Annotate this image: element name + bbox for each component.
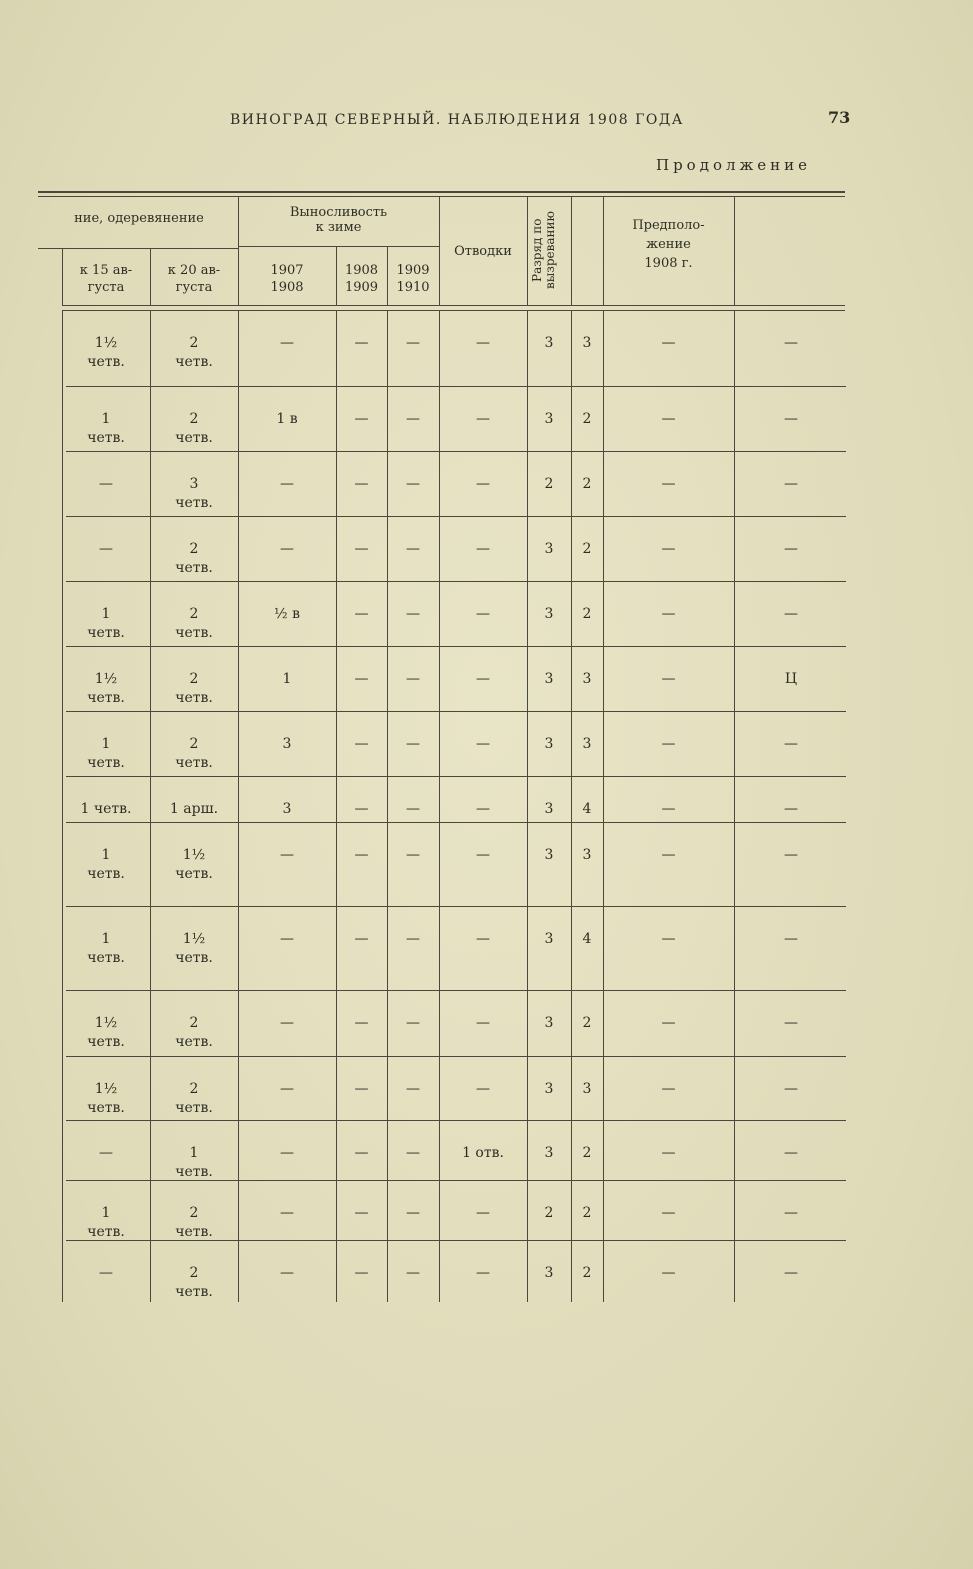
- cell-layers: —: [476, 606, 490, 622]
- rule-horizontal: [238, 246, 439, 247]
- cell-forecast: —: [661, 335, 676, 351]
- cell-forecast: —: [661, 541, 676, 557]
- rule-vertical: [238, 310, 239, 1302]
- rule-horizontal: [66, 581, 846, 582]
- cell-layers: —: [476, 1015, 490, 1031]
- cell-w1908: —: [354, 476, 369, 492]
- column-winter-1907: 1907 1908: [270, 263, 304, 295]
- cell-rank: 3: [544, 1081, 554, 1097]
- cell-mark: —: [784, 541, 798, 557]
- rule-horizontal: [38, 191, 845, 193]
- cell-w1909: —: [406, 606, 420, 622]
- cell-rank2: 2: [582, 1015, 592, 1031]
- rule-horizontal: [66, 646, 846, 647]
- cell-w1908: —: [354, 847, 369, 863]
- cell-aug15: —: [99, 1145, 113, 1161]
- cell-layers: —: [476, 476, 490, 492]
- cell-rank: 3: [544, 1265, 554, 1281]
- cell-w1909: —: [406, 411, 420, 427]
- rule-horizontal: [66, 822, 846, 823]
- cell-rank2: 3: [582, 335, 592, 351]
- cell-rank: 3: [544, 541, 554, 557]
- cell-mark: —: [784, 1265, 798, 1281]
- cell-aug15: 1 четв.: [87, 931, 125, 966]
- cell-w1909: —: [406, 847, 420, 863]
- cell-w1907: —: [280, 1145, 294, 1161]
- column-winter-1908: 1908 1909: [344, 263, 379, 295]
- cell-w1908: —: [354, 335, 369, 351]
- rule-vertical: [62, 310, 63, 1302]
- cell-rank2: 2: [582, 606, 592, 622]
- rule-vertical: [603, 310, 604, 1302]
- cell-mark: —: [784, 736, 798, 752]
- cell-aug20: 2 четв.: [175, 671, 213, 706]
- cell-w1908: —: [354, 1205, 369, 1221]
- cell-w1908: —: [354, 931, 369, 947]
- cell-aug15: 1 четв.: [80, 801, 132, 817]
- cell-rank: 2: [544, 1205, 554, 1221]
- cell-layers: 1 отв.: [462, 1145, 504, 1161]
- cell-rank: 3: [544, 736, 554, 752]
- cell-aug20: 2 четв.: [175, 541, 213, 576]
- running-header: ВИНОГРАД СЕВЕРНЫЙ. НАБЛЮДЕНИЯ 1908 ГОДА: [230, 112, 684, 128]
- cell-aug15: 1 четв.: [87, 847, 125, 882]
- cell-aug15: 1½ четв.: [87, 671, 125, 706]
- rule-horizontal: [66, 1180, 846, 1181]
- cell-rank: 3: [544, 801, 554, 817]
- cell-w1909: —: [406, 1145, 420, 1161]
- rule-horizontal: [66, 776, 846, 777]
- cell-rank2: 3: [582, 671, 592, 687]
- cell-w1908: —: [354, 736, 369, 752]
- cell-mark: —: [784, 1015, 798, 1031]
- column-rank: Разряд по вызреванию: [530, 211, 557, 289]
- cell-layers: —: [476, 1205, 490, 1221]
- rule-horizontal: [66, 1056, 846, 1057]
- cell-w1908: —: [354, 671, 369, 687]
- cell-rank2: 2: [582, 1145, 592, 1161]
- cell-w1909: —: [406, 1265, 420, 1281]
- cell-w1907: —: [280, 931, 294, 947]
- cell-rank: 3: [544, 671, 554, 687]
- cell-mark: —: [784, 931, 798, 947]
- column-aug15: к 15 ав- густа: [79, 263, 133, 295]
- cell-rank2: 4: [582, 801, 592, 817]
- cell-w1909: —: [406, 671, 420, 687]
- cell-aug15: 1 четв.: [87, 411, 125, 446]
- cell-rank2: 3: [582, 1081, 592, 1097]
- cell-layers: —: [476, 801, 490, 817]
- cell-aug15: —: [99, 541, 113, 557]
- cell-aug15: —: [99, 1265, 113, 1281]
- cell-forecast: —: [661, 671, 676, 687]
- cell-aug20: 2 четв.: [175, 1265, 213, 1300]
- rule-vertical: [336, 310, 337, 1302]
- cell-aug20: 2 четв.: [175, 411, 213, 446]
- cell-w1907: 1 в: [276, 411, 298, 427]
- cell-w1907: —: [280, 541, 294, 557]
- cell-rank: 3: [544, 931, 554, 947]
- page-number: 73: [828, 108, 851, 127]
- column-group-hardiness: Выносливость к зиме: [289, 205, 388, 235]
- rule-horizontal: [66, 1240, 846, 1241]
- cell-forecast: —: [661, 476, 676, 492]
- rule-vertical: [527, 310, 528, 1302]
- cell-layers: —: [476, 1265, 490, 1281]
- cell-layers: —: [476, 847, 490, 863]
- cell-w1909: —: [406, 1205, 420, 1221]
- cell-w1909: —: [406, 1081, 420, 1097]
- cell-forecast: —: [661, 1015, 676, 1031]
- cell-forecast: —: [661, 736, 676, 752]
- column-winter-1909: 1909 1910: [396, 263, 430, 295]
- cell-rank2: 2: [582, 1265, 592, 1281]
- rule-horizontal: [38, 196, 845, 197]
- cell-rank: 3: [544, 847, 554, 863]
- cell-forecast: —: [661, 1081, 676, 1097]
- rule-horizontal: [66, 711, 846, 712]
- cell-mark: —: [784, 801, 798, 817]
- cell-w1908: —: [354, 541, 369, 557]
- cell-w1907: 3: [282, 801, 292, 817]
- cell-forecast: —: [661, 1205, 676, 1221]
- cell-w1908: —: [354, 1015, 369, 1031]
- column-layers: Отводки: [454, 244, 512, 259]
- cell-w1909: —: [406, 541, 420, 557]
- cell-forecast: —: [661, 931, 676, 947]
- cell-w1909: —: [406, 801, 420, 817]
- cell-mark: —: [784, 1205, 798, 1221]
- cell-aug20: 3 четв.: [175, 476, 213, 511]
- rule-vertical: [734, 196, 735, 305]
- continuation-label: Продолжение: [656, 156, 812, 174]
- cell-aug15: 1 четв.: [87, 606, 125, 641]
- cell-aug15: 1 четв.: [87, 1205, 125, 1240]
- cell-layers: —: [476, 411, 490, 427]
- cell-w1909: —: [406, 476, 420, 492]
- column-group-ripening: ние, одеревянение: [74, 211, 204, 226]
- cell-forecast: —: [661, 1145, 676, 1161]
- cell-aug20: 1½ четв.: [175, 847, 213, 882]
- cell-w1908: —: [354, 1145, 369, 1161]
- cell-w1908: —: [354, 801, 369, 817]
- rule-horizontal: [66, 516, 846, 517]
- rule-vertical: [734, 310, 735, 1302]
- cell-w1907: —: [280, 847, 294, 863]
- cell-w1907: —: [280, 1081, 294, 1097]
- cell-rank: 3: [544, 1145, 554, 1161]
- cell-w1907: 1: [282, 671, 292, 687]
- cell-forecast: —: [661, 606, 676, 622]
- column-forecast: Предполо- жение 1908 г.: [632, 218, 705, 271]
- cell-aug15: 1½ четв.: [87, 335, 125, 370]
- rule-horizontal: [66, 1120, 846, 1121]
- cell-forecast: —: [661, 847, 676, 863]
- rule-vertical: [571, 310, 572, 1302]
- rule-horizontal: [38, 248, 238, 249]
- cell-layers: —: [476, 736, 490, 752]
- cell-forecast: —: [661, 801, 676, 817]
- cell-mark: —: [784, 1081, 798, 1097]
- cell-rank2: 2: [582, 476, 592, 492]
- cell-w1908: —: [354, 606, 369, 622]
- rule-vertical: [387, 310, 388, 1302]
- cell-rank: 3: [544, 606, 554, 622]
- cell-aug15: 1½ четв.: [87, 1081, 125, 1116]
- rule-horizontal: [66, 990, 846, 991]
- cell-mark: —: [784, 411, 798, 427]
- cell-w1907: —: [280, 1205, 294, 1221]
- cell-rank: 3: [544, 335, 554, 351]
- cell-aug20: 1½ четв.: [175, 931, 213, 966]
- rule-horizontal: [66, 906, 846, 907]
- cell-aug20: 2 четв.: [175, 606, 213, 641]
- cell-aug15: 1½ четв.: [87, 1015, 125, 1050]
- cell-rank: 3: [544, 1015, 554, 1031]
- cell-w1907: —: [280, 1015, 294, 1031]
- cell-aug15: 1 четв.: [87, 736, 125, 771]
- rule-horizontal: [66, 451, 846, 452]
- cell-layers: —: [476, 541, 490, 557]
- rule-vertical: [527, 196, 528, 305]
- cell-w1909: —: [406, 736, 420, 752]
- cell-w1908: —: [354, 1265, 369, 1281]
- cell-rank2: 2: [582, 541, 592, 557]
- cell-mark: Ц: [784, 671, 798, 687]
- cell-w1908: —: [354, 1081, 369, 1097]
- cell-layers: —: [476, 671, 490, 687]
- cell-w1909: —: [406, 1015, 420, 1031]
- rule-horizontal: [62, 305, 845, 306]
- rule-vertical: [571, 196, 572, 305]
- cell-rank2: 2: [582, 1205, 592, 1221]
- column-aug20: к 20 ав- густа: [167, 263, 221, 295]
- cell-w1907: —: [280, 1265, 294, 1281]
- cell-aug20: 2 четв.: [175, 1205, 213, 1240]
- cell-mark: —: [784, 606, 798, 622]
- cell-aug20: 2 четв.: [175, 736, 213, 771]
- cell-mark: —: [784, 335, 798, 351]
- cell-w1909: —: [406, 931, 420, 947]
- cell-w1907: —: [280, 335, 294, 351]
- cell-w1907: ½ в: [274, 606, 300, 622]
- cell-mark: —: [784, 1145, 798, 1161]
- cell-forecast: —: [661, 1265, 676, 1281]
- rule-vertical: [439, 310, 440, 1302]
- cell-aug20: 2 четв.: [175, 1081, 213, 1116]
- cell-aug20: 2 четв.: [175, 335, 213, 370]
- cell-forecast: —: [661, 411, 676, 427]
- cell-rank2: 4: [582, 931, 592, 947]
- cell-w1909: —: [406, 335, 420, 351]
- cell-aug20: 1 четв.: [175, 1145, 213, 1180]
- cell-layers: —: [476, 335, 490, 351]
- cell-layers: —: [476, 931, 490, 947]
- cell-aug20: 1 арш.: [169, 801, 219, 817]
- cell-w1907: 3: [282, 736, 292, 752]
- rule-vertical: [150, 310, 151, 1302]
- cell-rank2: 3: [582, 736, 592, 752]
- cell-rank: 3: [544, 411, 554, 427]
- cell-w1907: —: [280, 476, 294, 492]
- cell-aug20: 2 четв.: [175, 1015, 213, 1050]
- cell-layers: —: [476, 1081, 490, 1097]
- cell-mark: —: [784, 847, 798, 863]
- cell-rank: 2: [544, 476, 554, 492]
- cell-rank2: 3: [582, 847, 592, 863]
- cell-aug15: —: [99, 476, 113, 492]
- cell-rank2: 2: [582, 411, 592, 427]
- cell-w1908: —: [354, 411, 369, 427]
- rule-horizontal: [66, 386, 846, 387]
- rule-horizontal: [62, 310, 845, 311]
- cell-mark: —: [784, 476, 798, 492]
